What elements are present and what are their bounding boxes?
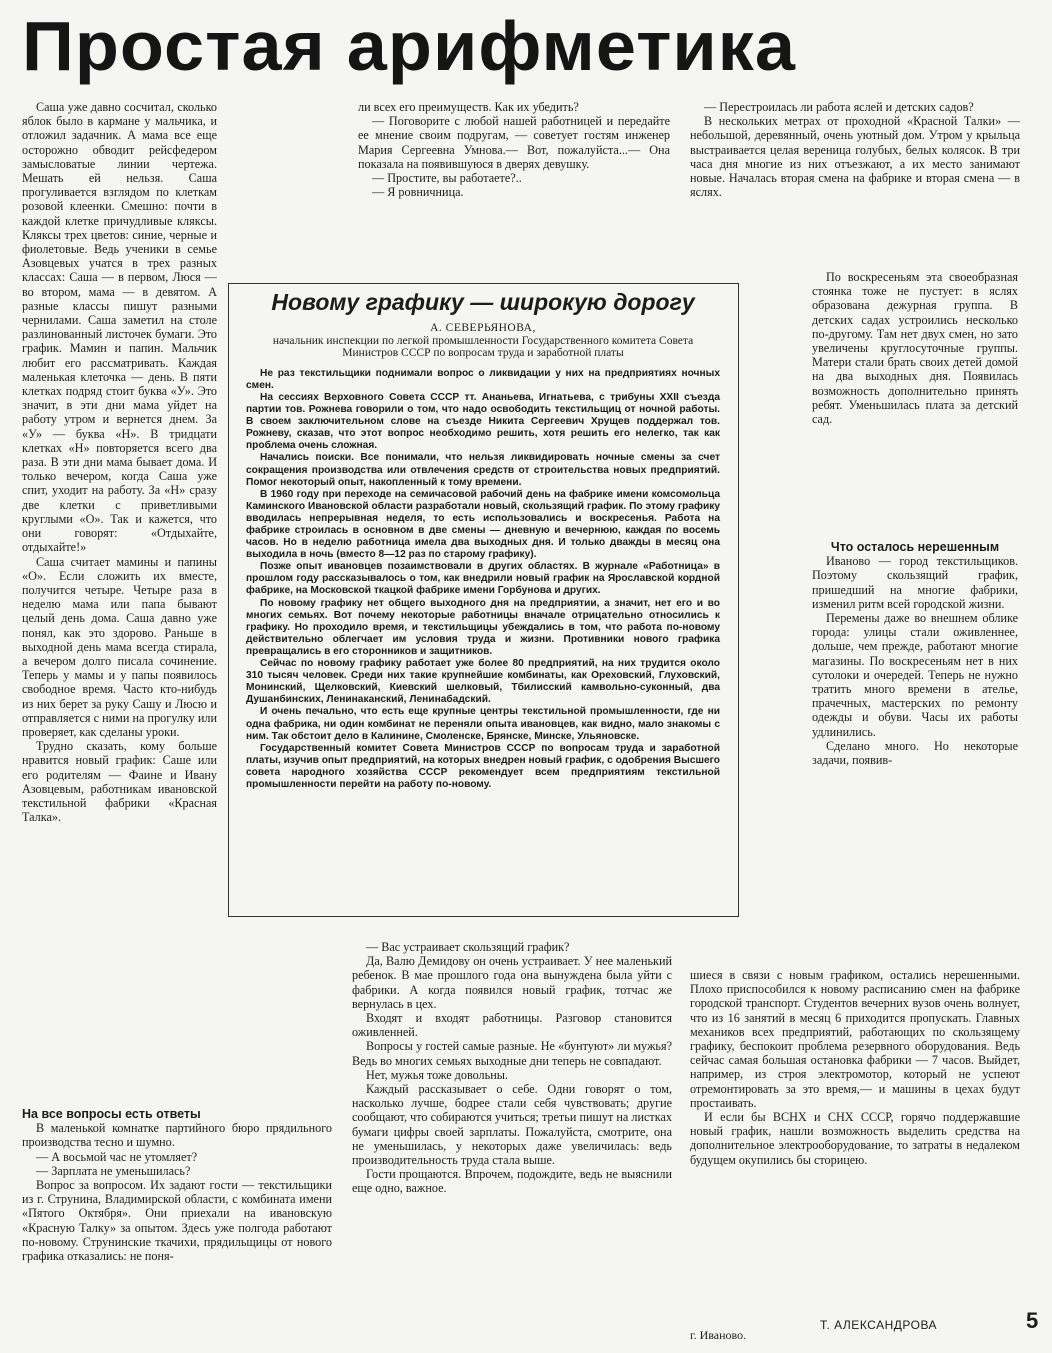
- paragraph: Входят и входят работницы. Разговор становится оживленней.: [352, 1011, 672, 1040]
- column-1-top: [22, 100, 217, 824]
- paragraph: Перемены даже во внешнем облике города: улицы стали оживленнее, дольше, чем прежде, работают многие магазины. По воскресеньям нет в них сутолоки и очередей. Теперь не нужно тратить много времени в ателье, прачечных, мастерских по ремонту одежды и обуви. Часы их работы удлинились.: [812, 611, 1018, 739]
- paragraph: Саша уже давно сосчитал, сколько яблок было в кармане у мальчика, и отложил задачник. А мама все еще осторожно обводит рейсфедером замысловатые линии чертежа. Мешать ей нельзя. Саша прогуливается взглядом по клеткам розовой клеенки. Смешно: почти в каждой клетке причудливые кляксы. Кляксы трех цветов: синие, черные и фиолетовые. Ведь ученики в семье Азовцевых учатся в трех разных классах: Саша — в первом, Люся — во втором, мама — в девятом. А разные классы пишут разными чернилами. Саша заметил на столе разлинованный листочек бумаги. Это график. Мамин и папин. Мальчик любит его рассматривать. Каждая маленькая клеточка — день. В пяти клетках подряд стоит буква «У». Это значит, в эти дни мама уйдет на работу утром и вернется днем. За «У» — буква «Н». В тридцати клетках «Н» повторяется всего два раза. В эти дни мама бывает дома. И только вечером, когда Саша уже спит, уходит на работу. За «Н» сразу две клетки с приветливыми круглыми «О». Так и кажется, что они говорят: «Отдыхайте, отдыхайте!»: [22, 100, 217, 555]
- paragraph: Позже опыт ивановцев позаимствовали в других областях. В журнале «Работница» в прошлом году рассказывалось о том, как внедрили новый график на Ярославской кордной фабрике, на Московской ткацкой фабрике имени Горбунова и других.: [246, 561, 720, 597]
- sidebar-article-body: [246, 368, 720, 791]
- column-1-bottom: [22, 1107, 332, 1263]
- paragraph: Сделано много. Но некоторые задачи, появив-: [812, 738, 1018, 768]
- paragraph: Каждый рассказывает о себе. Одни говорят о том, насколько лучше, бодрее стали себя чувствовать; другие сообщают, что собираются учиться; третьи пишут на листках бумаги цифры своей зарплаты. Пожалуйста, смотрите, она не уменьшилась, у некоторых даже увеличилась: ведь производительность труда стала выше.: [352, 1082, 672, 1168]
- paragraph: шиеся в связи с новым графиком, остались нерешенными. Плохо приспособился к новому расписанию смен на фабрике городской транспорт. Студентов вечерних вузов очень волнует, что из 16 занятий в месяц 6 приходится пропускать. Главных механиков всех предприятий, работающих по скользящему графику, беспокоит проблема резервного оборудования. Ведь сейчас самая большая остановка фабрики — 7 часов. Выйдет, например, из строя электромотор, который не успеют отремонтировать за это время,— и машины в цехах будут простаивать.: [690, 968, 1020, 1110]
- paragraph: Да, Валю Демидову он очень устраивает. У нее маленький ребенок. В мае прошлого года она вынуждена была уйти с фабрики. А когда появился новый график, тотчас же вернулась в цех.: [352, 954, 672, 1011]
- column-3-narrow: [812, 270, 1018, 426]
- paragraph: По новому графику нет общего выходного дня на предприятии, а значит, нет его и во многих семьях. Вот почему некоторые работницы вначале отрицательно относились к графику. Но проходило время, и текстильщицы убеждались в том, что работа по-новому действительно облегчает им условия труда и жизни. Противники нового графика превращались в его сторонников и защитников.: [246, 597, 720, 657]
- paragraph: Иваново — город текстильщиков. Поэтому скользящий график, пришедший на многие фабрики, изменил ритм всей городской жизни.: [812, 554, 1018, 611]
- dateline-city: г. Иваново.: [690, 1328, 747, 1342]
- paragraph: И если бы ВСНХ и СНХ СССР, горячо поддержавшие новый график, нашли возможность выделить средства на дополнительное электрооборудование, то затраты в недалеком будущем окупились бы сторицею.: [690, 1110, 1020, 1167]
- dialogue-line: — Поговорите с любой нашей работницей и передайте ее мнение своим подругам, — советует гостям инженер Мария Сергеевна Умнова.— Вот, пожалуйста...— Она показала на появившуюся в дверях девушку.: [358, 114, 670, 171]
- author-signature: Т. АЛЕКСАНДРОВА: [820, 1318, 938, 1332]
- paragraph: В нескольких метрах от проходной «Красной Талки» — небольшой, деревянный, очень уютный дом. Утром у крыльца выстраивается целая вереница голубых, белых колясок. В три часа дня многие из них отъезжают, а их место занимают новые. Началась вторая смена на фабрике и вторая смена — в яслях.: [690, 114, 1020, 200]
- paragraph: Трудно сказать, кому больше нравится новый график: Саше или его родителям — Фаине и Ивану Азовцевым, работникам ивановской текстильной фабрики «Красная Талка».: [22, 739, 217, 825]
- page-number: 5: [1026, 1308, 1039, 1333]
- sidebar-article-title: Новому графику — широкую дорогу: [271, 289, 695, 315]
- paragraph: Начались поиски. Все понимали, что нельзя ликвидировать ночные смены за счет сокращения производства или отвлечения средств от строительства новых предприятий. Помог некоторый опыт, накопленный к тому времени.: [246, 452, 720, 488]
- paragraph: Государственный комитет Совета Министров СССР по вопросам труда и заработной платы, изучив опыт предприятий, на которых внедрен новый график, с одобрения Высшего совета народного хозяйства СССР рекомендует всем предприятиям текстильной промышленности перейти на работу по-новому.: [246, 742, 720, 790]
- column-2-bottom: [352, 940, 672, 1196]
- paragraph: В маленькой комнатке партийного бюро прядильного производства тесно и шумно.: [22, 1121, 332, 1150]
- paragraph: Вопрос за вопросом. Их задают гости — текстильщики из г. Струнина, Владимирской области, с комбината имени «Пятого Октября». Они приехали на ивановскую «Красную Талку» за опытом. Здесь уже полгода работают по-новому. Струнинские ткачихи, прядильщицы от нового графика отказались: не поня-: [22, 1178, 332, 1264]
- section-heading: На все вопросы есть ответы: [22, 1107, 201, 1121]
- dialogue-line: — Вас устраивает скользящий график?: [366, 940, 570, 954]
- paragraph: Вопросы у гостей самые разные. Не «бунтуют» ли мужья? Ведь во многих семьях выходные дни теперь не совпадают.: [352, 1039, 672, 1068]
- paragraph: Гости прощаются. Впрочем, подождите, ведь не выяснили еще одно, важное.: [352, 1167, 672, 1196]
- dialogue-line: — А восьмой час не утомляет?: [36, 1149, 198, 1164]
- column-3-top: [690, 100, 1020, 199]
- paragraph: Нет, мужья тоже довольны.: [366, 1067, 508, 1082]
- paragraph: Саша считает мамины и папины «О». Если сложить их вместе, получится четыре. Четыре раза в неделю мама или папа бывают целый день дома. Саша давно уже понял, как это здорово. Раньше в выходной день мама всегда стирала, а вечером долго писала сочинение. Теперь у мамы и у папы появилось свободное время. Часто кто-нибудь из них берет за руку Сашу и Люсю и отправляется с ними на прогулку или проверяет, как сделаны уроки.: [22, 554, 217, 739]
- section-heading: Что осталось нерешенным: [830, 540, 1000, 554]
- paragraph: По воскресеньям эта своеобразная стоянка тоже не пустует: в яслях образована дежурная группа. В детских садах устроились несколько по-другому. Там нет двух смен, но зато увеличены круглосуточные группы. Матери стали брать своих детей домой на два выходных дня. Появилась возможность дополнительно принять ребят. Уменьшилась плата за детский сад.: [812, 270, 1018, 427]
- dialogue-line: — Зарплата не уменьшилась?: [36, 1163, 191, 1178]
- paragraph: На сессиях Верховного Совета СССР тт. Ананьева, Игнатьева, с трибуны XXII съезда партии тов. Рожнева говорили о том, что надо освободить текстильщиц от ночной работы. В своем заключительном слове на съезде Никита Сергеевич Хрущев поддержал тов. Рожневу, сказав, что этот вопрос необходимо решить, хотя решить его нелегко, так как проблема очень сложная.: [246, 391, 720, 452]
- column-2-top: [358, 100, 670, 199]
- dialogue-line: — Я ровничница.: [372, 185, 464, 200]
- author-position: начальник инспекции по легкой промышленности Государственного комитета Совета Министров СССР по вопросам труда и заработной платы: [272, 334, 694, 360]
- article-author: А. СЕВЕРЬЯНОВА,: [430, 322, 536, 334]
- column-3-middle: [812, 540, 1018, 767]
- paragraph: ли всех его преимуществ. Как их убедить?: [358, 100, 579, 114]
- dialogue-line: — Перестроилась ли работа яслей и детских садов?: [704, 100, 974, 114]
- paragraph: В 1960 году при переходе на семичасовой рабочий день на фабрике имени комсомольца Каминского Ивановской области разработали новый, скользящий график. По этому графику вводилась непрерывная неделя, то есть использовались и воскресенья. Работа на фабрике строилась в основном в две смены — дневную и вечернюю, каждая по восемь часов. Но в неделю работница имела два выходных дня. И только дважды в месяц она выходила в ночь (вместо 8—12 раз по старому графику).: [246, 488, 720, 561]
- sidebar-article: [246, 283, 720, 791]
- paragraph: Сейчас по новому графику работает уже более 80 предприятий, на них трудится около 310 тысяч человек. Среди них такие крупнейшие комбинаты, как Ореховский, Глуховский, Монинский, Щелковский, Киевский шелковый, Тбилисский камвольно-суконный, два Душанбинских, Ленинаканский, Ленинабадский.: [246, 658, 720, 706]
- headline: Простая арифметика: [22, 7, 797, 85]
- paragraph: И очень печально, что есть еще крупные центры текстильной промышленности, где ни одна фабрика, ни один комбинат не переняли опыта ивановцев, как видно, мало знакомы с ним. Так обстоит дело в Калинине, Смоленске, Брянске, Минске, Ульяновске.: [246, 706, 720, 742]
- dialogue-line: — Простите, вы работаете?..: [372, 171, 522, 186]
- column-3-bottom: [690, 968, 1020, 1167]
- paragraph: Не раз текстильщики поднимали вопрос о ликвидации у них на предприятиях ночных смен.: [246, 367, 720, 391]
